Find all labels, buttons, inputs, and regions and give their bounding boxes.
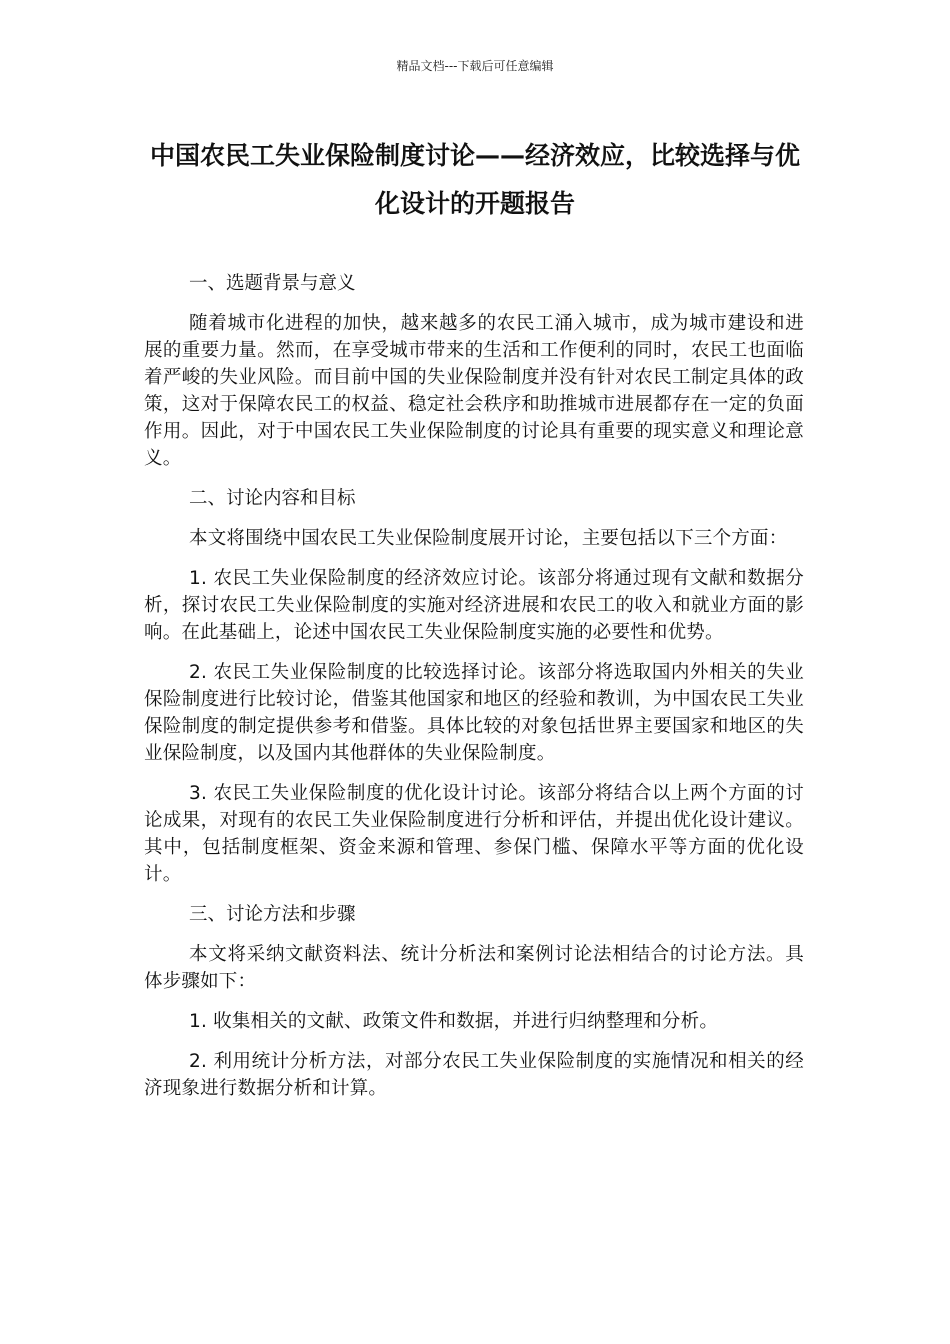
paragraph-step-2: 2. 利用统计分析方法，对部分农民工失业保险制度的实施情况和相关的经济现象进行数据分析和计算。 — [144, 1051, 804, 1099]
document-title: 中国农民工失业保险制度讨论——经济效应，比较选择与优化设计的开题报告 — [149, 141, 800, 218]
document-body — [144, 270, 804, 1115]
paragraph-methods-intro: 本文将采纳文献资料法、统计分析法和案例讨论法相结合的讨论方法。具体步骤如下： — [144, 944, 804, 992]
paragraph-item-comparison: 2. 农民工失业保险制度的比较选择讨论。该部分将选取国内外相关的失业保险制度进行比较讨论，借鉴其他国家和地区的经验和教训，为中国农民工失业保险制度的制定提供参考和借鉴。具体比较的对象包括世界主要国家和地区的失业保险制度，以及国内其他群体的失业保险制度。 — [144, 662, 804, 764]
paragraph-step-1: 1. 收集相关的文献、政策文件和数据，并进行归纳整理和分析。 — [189, 1011, 719, 1032]
paragraph-background: 随着城市化进程的加快，越来越多的农民工涌入城市，成为城市建设和进展的重要力量。然而，在享受城市带来的生活和工作便利的同时，农民工也面临着严峻的失业风险。而目前中国的失业保险制度并没有针对农民工制定具体的政策，这对于保障农民工的权益、稳定社会秩序和助推城市进展都存在一定的负面作用。因此，对于中国农民工失业保险制度的讨论具有重要的现实意义和理论意义。 — [144, 313, 804, 469]
header-note: 精品文档---下载后可任意编辑 — [396, 59, 554, 73]
paragraph-content-intro: 本文将围绕中国农民工失业保险制度展开讨论，主要包括以下三个方面： — [189, 528, 788, 549]
section-heading-methods: 三、讨论方法和步骤 — [189, 904, 356, 925]
section-heading-content-goals: 二、讨论内容和目标 — [189, 488, 356, 509]
paragraph-item-optimization: 3. 农民工失业保险制度的优化设计讨论。该部分将结合以上两个方面的讨论成果，对现有的农民工失业保险制度进行分析和评估，并提出优化设计建议。其中，包括制度框架、资金来源和管理、参保门槛、保障水平等方面的优化设计。 — [144, 783, 804, 885]
paragraph-item-economic-effect: 1. 农民工失业保险制度的经济效应讨论。该部分将通过现有文献和数据分析，探讨农民工失业保险制度的实施对经济进展和农民工的收入和就业方面的影响。在此基础上，论述中国农民工失业保险制度实施的必要性和优势。 — [144, 568, 804, 643]
section-heading-background: 一、选题背景与意义 — [189, 273, 356, 294]
